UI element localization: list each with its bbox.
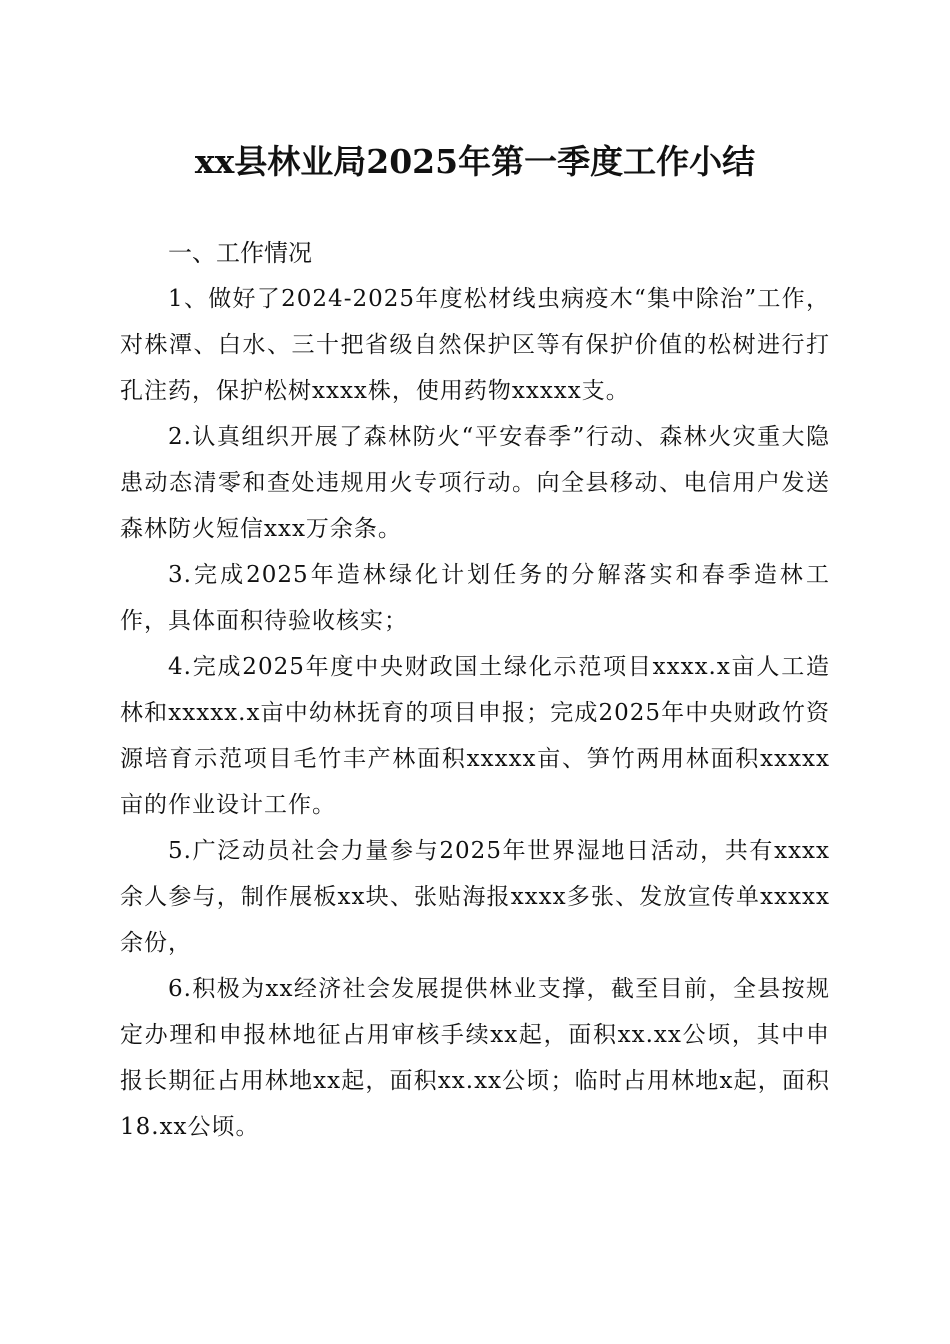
document-title: xx县林业局2025年第一季度工作小结 (194, 142, 756, 181)
paragraph-3: 3.完成2025年造林绿化计划任务的分解落实和春季造林工作，具体面积待验收核实； (120, 562, 830, 634)
document-body (120, 230, 830, 1150)
section-heading: 一、工作情况 (168, 239, 312, 267)
paragraph-5: 5.广泛动员社会力量参与2025年世界湿地日活动，共有xxxx余人参与，制作展板xx块、张贴海报xxxx多张、发放宣传单xxxxx余份， (120, 838, 830, 956)
paragraph-2: 2.认真组织开展了森林防火“平安春季”行动、森林火灾重大隐患动态清零和查处违规用火专项行动。向全县移动、电信用户发送森林防火短信xxx万余条。 (120, 424, 830, 542)
paragraph-1: 1、做好了2024-2025年度松材线虫病疫木“集中除治”工作，对株潭、白水、三十把省级自然保护区等有保护价值的松树进行打孔注药，保护松树xxxx株，使用药物xxxxx支。 (120, 286, 830, 404)
paragraph-6: 6.积极为xx经济社会发展提供林业支撑，截至目前，全县按规定办理和申报林地征占用审核手续xx起，面积xx.xx公顷，其中申报长期征占用林地xx起，面积xx.xx公顷；临时占用林地x起，面积18.xx公顷。 (120, 976, 831, 1140)
paragraph-4: 4.完成2025年度中央财政国土绿化示范项目xxxx.x亩人工造林和xxxxx.x亩中幼林抚育的项目申报；完成2025年中央财政竹资源培育示范项目毛竹丰产林面积xxxxx亩、笋竹两用林面积xxxxx亩的作业设计工作。 (120, 654, 830, 818)
